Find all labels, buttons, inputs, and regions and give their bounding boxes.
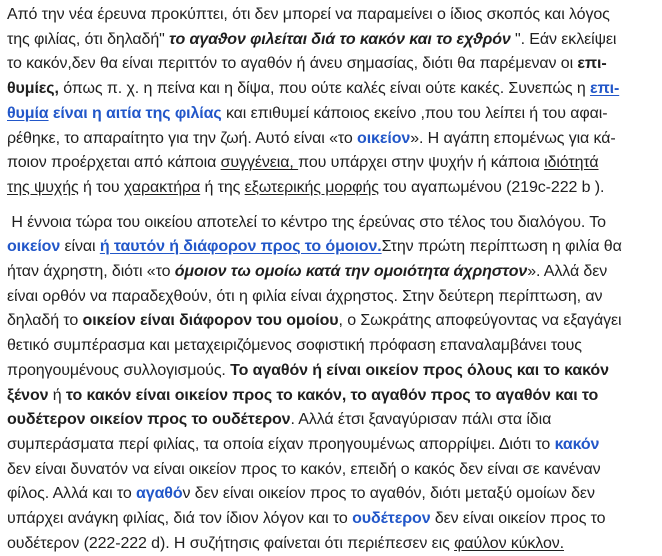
text-line [7,408,656,433]
text-run: ποιον προέρχεται από κάποια [7,154,221,172]
text-line [7,3,656,28]
text-line [7,28,656,53]
text-line [7,309,656,334]
text-run: της ψυχής [7,178,79,196]
text-line [7,334,656,359]
text-line [7,127,656,152]
text-run: επι- [577,55,607,73]
text-line [7,260,656,285]
text-line [7,433,656,458]
text-line [7,52,656,77]
text-run: ή του [78,178,124,196]
text-run: , ο Σωκράτης αποφεύγοντας να εξαγάγει [338,312,622,330]
text-line [7,359,656,384]
text-run: Από την νέα έρευνα προκύπτει, ότι δεν μπορεί να παραμείνει ο ίδιος σκοπός και λόγος [7,6,610,23]
text-run: ήταν άχρηστη, διότι «το [7,263,175,281]
hyperlink-text[interactable]: ή ταυτόν ή διάφορον προς το όμοιον. [99,238,382,256]
text-run: το αγαϑον φιλείται διά το κακόν και το εχϑρόν [169,30,511,48]
text-line [7,384,656,409]
text-run: της φιλίας, ότι δηλαδή" [7,30,170,48]
text-run: ». Αλλά δεν [527,263,608,281]
text-run: ουδέτερον (222-222 d). Η συζήτησις φαίνεται ότι περιέπεσεν εις [7,534,455,552]
hyperlink-text[interactable]: οικείον [357,129,411,147]
text-run: εξωτερικής μορφής [244,178,379,196]
text-line [7,176,656,201]
text-line [7,458,656,483]
text-line [7,285,656,310]
hyperlink-text[interactable]: κακόν [554,435,600,453]
text-run: προηγουμένους συλλογισμούς. [7,361,231,379]
text-run: Το αγαθόν ή είναι οικείον προς όλους και το κακόν [230,361,609,379]
hyperlink-text[interactable]: οικείον [7,238,61,256]
text-run: το κακόν είναι οικείον προς το κακόν, το αγαθόν προς το αγαθόν και το [65,386,599,404]
text-run: φαύλον κύκλον. [454,534,565,552]
text-run: που υπάρχει στην ψυχήν ή κάποια [298,154,545,172]
hyperlink-text[interactable]: θυμία [7,104,49,122]
text-run: ". Εάν εκλείψει [510,30,617,48]
text-line [7,235,656,260]
hyperlink-text[interactable]: επι- [589,80,620,98]
text-run: ιδιότητά [544,154,599,172]
text-run: συγγένεια, [220,154,299,172]
text-line [7,151,656,176]
text-run: θετικό συμπέρασμα και μεταχειριζόμενος σοφιστική πρόφαση επαναλαμβάνει τους [7,337,582,355]
text-run: ρέθηκε, το απαραίτητο για την ζωή. Αυτό είναι «το [7,129,358,147]
text-run: . Αλλά έτσι ξαναγύρισαν πάλι στα ίδια [290,411,552,429]
text-run: και επιθυμεί κάποιος εκείνο ,που του λείπει ή του αφαι- [221,104,608,122]
text-run: Η έννοια τώρα του οικείου αποτελεί το κέντρο της έρεύνας στο τέλος του διαλόγου. Το [7,213,606,231]
text-run: το κακόν,δεν θα είναι περιττόν το αγαθόν ή άνευ σημασίας, διότι θα παρέμεναν οι [7,55,578,73]
text-run: χαρακτήρα [123,178,201,196]
text-line [7,77,656,102]
text-run: οικείον είναι διάφορον του ομοίου [82,312,339,330]
text-line [7,102,656,127]
text-run: είναι [60,238,100,256]
text-line [7,482,656,507]
hyperlink-text[interactable]: αγαθό [136,485,183,503]
text-run: είναι ορθόν να παραδεχθούν, ότι η φιλία είναι άχρηστος. Στην δεύτερη περίπτωση, αν [7,287,603,305]
text-line [7,211,656,236]
text-run: υπάρχει ανάγκη φιλίας, διά τον ίδιον λόγον και το [7,510,353,528]
text-run: ». Η αγάπη επομένως για κά- [410,129,616,147]
paragraph [7,3,656,201]
text-run: δεν είναι δυνατόν να είναι οικείον προς το κακόν, επειδή ο κακός δεν είναι σε κανέναν [7,460,601,478]
text-run: δηλαδή το [7,312,83,330]
text-run: όμοιον τω ομοίω κατά την ομοιότητα άχρηστον [174,263,528,281]
text-run: θυμίες, [7,80,59,98]
text-run: του αγαπωμένου (219c-222 b ). [378,178,605,196]
text-run: ή [48,386,66,404]
text-run: όπως π. χ. η πείνα και η δίψα, που ούτε καλές είναι ούτε κακές. Συνεπώς η [58,80,590,98]
text-run: ν δεν είναι οικείον προς το αγαθόν, διότι μεταξύ ομοίων δεν [182,485,595,503]
text-run: ουδέτερον οικείον προς το ουδέτερον [7,411,291,429]
text-line [7,507,656,532]
text-run: φίλος. Αλλά και το [7,485,137,503]
hyperlink-text[interactable]: είναι η αιτία της φιλίας [52,104,222,122]
hyperlink-text[interactable]: ουδέτερον [352,510,431,528]
text-run: ή της [200,178,245,196]
text-line [7,532,656,556]
text-run: δεν είναι οικείον προς το [430,510,606,528]
text-run: Στην πρώτη περίπτωση η φιλία θα [381,238,622,256]
paragraph [7,211,656,556]
text-run: συμπεράσματα περί φιλίας, τα οποία είχαν προηγουμένως απορρίψει. Διότι το [7,435,555,453]
text-run: ξένον [7,386,49,404]
